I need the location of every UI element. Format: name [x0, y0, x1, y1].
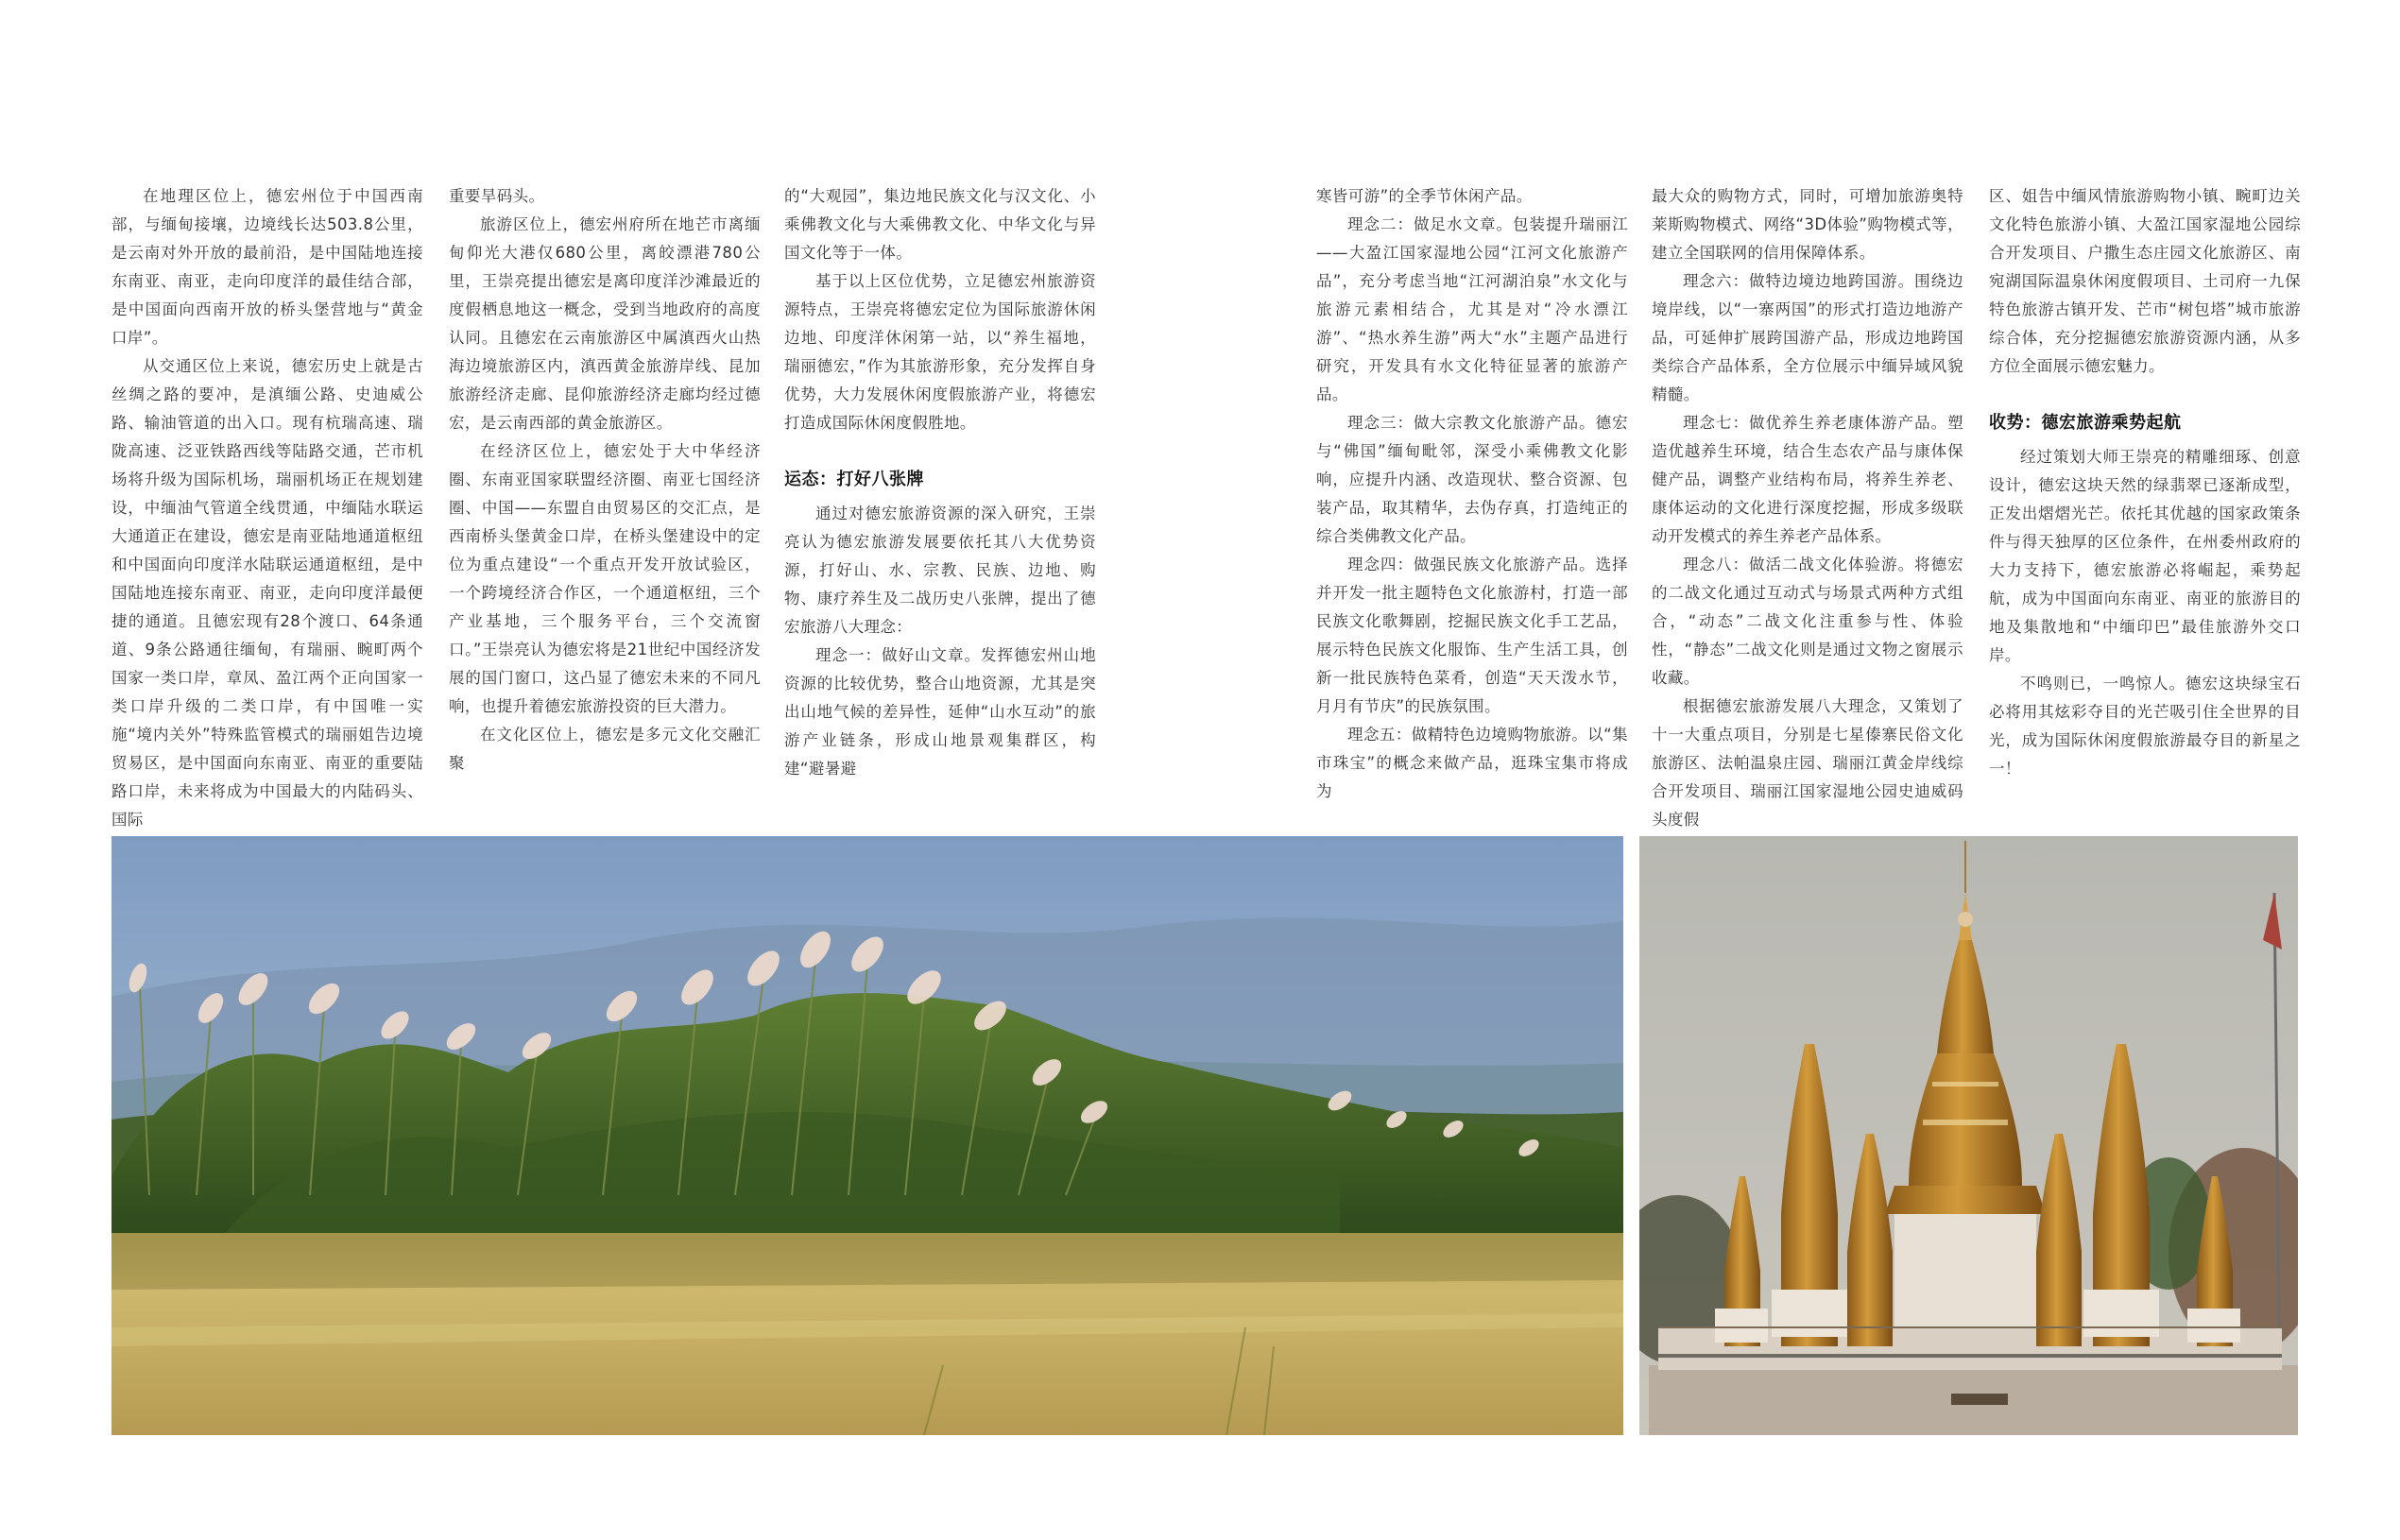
paragraph: 在经济区位上，德宏处于大中华经济圈、东南亚国家联盟经济圈、南亚七国经济圈、中国——东盟自由贸易区的交汇点，是西南桥头堡黄金口岸，在桥头堡建设中的定位为重点建设“一个重点开发开放试验区，一个跨境经济合作区，一个通道枢纽，三个产业基地，三个服务平台，三个交流窗口。”王崇亮认为德宏将是21世纪中国经济发展的国门窗口，这凸显了德宏未来的不同凡响，也提升着德宏旅游投资的巨大潜力。: [449, 442, 761, 715]
paragraph: 从交通区位上来说，德宏历史上就是古丝绸之路的要冲，是滇缅公路、史迪威公路、输油管道的出入口。现有杭瑞高速、瑞陇高速、泛亚铁路西线等陆路交通，芒市机场将升级为国际机场，瑞丽机场正在规划建设，中缅油气管道全线贯通，中缅陆水联运大通道正在建设，德宏是南亚陆地通道枢纽和中国面向印度洋水陆联运通道枢纽，是中国陆地连接东南亚、南亚，走向印度洋最便捷的通道。且德宏现有28个渡口、64条通道、9条公路通往缅甸，有瑞丽、畹町两个国家一类口岸，章凤、盈江两个正向国家一类口岸升级的二类口岸，有中国唯一实施“境内关外”特殊监管模式的瑞丽姐告边境贸易区，是中国面向东南亚、南亚的重要陆路口岸，未来将成为中国最大的内陆码头、国际: [111, 357, 423, 829]
paragraph: 的“大观园”，集边地民族文化与汉文化、小乘佛教文化与大乘佛教文化、中华文化与异国文化等于一体。: [784, 187, 1096, 262]
text-column-6: [1989, 182, 2301, 783]
paragraph: 理念八：做活二战文化体验游。将德宏的二战文化通过互动式与场景式两种方式组合，“动态”二战文化注重参与性、体验性，“静态”二战文化则是通过文物之窗展示收藏。: [1652, 556, 1963, 687]
section-heading: 收势：德宏旅游乘势起航: [1989, 413, 2182, 433]
paragraph: 理念七：做优养生养老康体游产品。塑造优越养生环境，结合生态农产品与康体保健产品，调整产业结构布局，将养生养老、康体运动的文化进行深度挖掘，形成多级联动开发模式的养生养老产品体系。: [1652, 414, 1963, 545]
text-column-5: [1652, 182, 1963, 834]
paragraph: 不鸣则已，一鸣惊人。德宏这块绿宝石必将用其炫彩夺目的光芒吸引住全世界的目光，成为国际休闲度假旅游最夺目的新星之一！: [1989, 675, 2301, 778]
pagoda-photo: [1639, 836, 2298, 1435]
paragraph: 理念六：做特边境边地跨国游。围绕边境岸线，以“一寨两国”的形式打造边地游产品，可延伸扩展跨国游产品，形成边地跨国类综合产品体系，全方位展示中缅异域风貌精髓。: [1652, 272, 1963, 403]
text-column-1: [111, 182, 423, 834]
golden-pagoda-image: [1639, 836, 2298, 1435]
paragraph: 理念五：做精特色边境购物旅游。以“集市珠宝”的概念来做产品，逛珠宝集市将成为: [1316, 726, 1628, 800]
paragraph: 区、姐告中缅风情旅游购物小镇、畹町边关文化特色旅游小镇、大盈江国家湿地公园综合开发项目、户撒生态庄园文化旅游区、南宛湖国际温泉休闲度假项目、土司府一九保特色旅游古镇开发、芒市“树包塔”城市旅游综合体，充分挖掘德宏旅游资源内涵，从多方位全面展示德宏魅力。: [1989, 187, 2301, 375]
reed-field-image: [111, 836, 1623, 1435]
text-column-3: [784, 182, 1096, 783]
paragraph: 寒皆可游”的全季节休闲产品。: [1316, 187, 1533, 205]
text-column-4: [1316, 182, 1628, 806]
text-column-2: [449, 182, 761, 778]
paragraph: 在文化区位上，德宏是多元文化交融汇聚: [449, 726, 761, 772]
paragraph: 理念四：做强民族文化旅游产品。选择并开发一批主题特色文化旅游村，打造一部民族文化歌舞剧，挖掘民族文化手工艺品，展示特色民族文化服饰、生产生活工具，创新一批民族特色菜肴，创造“天天泼水节，月月有节庆”的民族氛围。: [1316, 556, 1628, 715]
paragraph: 基于以上区位优势，立足德宏州旅游资源特点，王崇亮将德宏定位为国际旅游休闲边地、印度洋休闲第一站，以“养生福地，瑞丽德宏，”作为其旅游形象，充分发挥自身优势，大力发展休闲度假旅游产业，将德宏打造成国际休闲度假胜地。: [784, 272, 1096, 432]
section-heading: 运态：打好八张牌: [784, 470, 924, 489]
paragraph: 通过对德宏旅游资源的深入研究，王崇亮认为德宏旅游发展要依托其八大优势资源，打好山、水、宗教、民族、边地、购物、康疗养生及二战历史八张牌，提出了德宏旅游八大理念：: [784, 505, 1096, 636]
paragraph: 根据德宏旅游发展八大理念，又策划了十一大重点项目，分别是七星傣寨民俗文化旅游区、法帕温泉庄园、瑞丽江黄金岸线综合开发项目、瑞丽江国家湿地公园史迪威码头度假: [1652, 697, 1963, 829]
landscape-photo: [111, 836, 1623, 1435]
paragraph: 理念二：做足水文章。包装提升瑞丽江——大盈江国家湿地公园“江河文化旅游产品”，充分考虑当地“江河湖泊泉”水文化与旅游元素相结合，尤其是对“冷水漂江游”、“热水养生游”两大“水”主题产品进行研究，开发具有水文化特征显著的旅游产品。: [1316, 215, 1628, 403]
paragraph: 理念一：做好山文章。发挥德宏州山地资源的比较优势，整合山地资源，尤其是突出山地气候的差异性，延伸“山水互动”的旅游产业链条，形成山地景观集群区，构建“避暑避: [784, 646, 1096, 778]
paragraph: 旅游区位上，德宏州府所在地芒市离缅甸仰光大港仅680公里，离皎漂港780公里，王崇亮提出德宏是离印度洋沙滩最近的度假栖息地这一概念，受到当地政府的高度认同。且德宏在云南旅游区中属滇西火山热海边境旅游区内，滇西黄金旅游岸线、昆加旅游经济走廊、昆仰旅游经济走廊均经过德宏，是云南西部的黄金旅游区。: [449, 215, 761, 432]
paragraph: 在地理区位上，德宏州位于中国西南部，与缅甸接壤，边境线长达503.8公里，是云南对外开放的最前沿，是中国陆地连接东南亚、南亚，走向印度洋的最佳结合部，是中国面向西南开放的桥头堡营地与“黄金口岸”。: [111, 187, 423, 347]
paragraph: 重要旱码头。: [449, 187, 545, 205]
paragraph: 经过策划大师王崇亮的精雕细琢、创意设计，德宏这块天然的绿翡翠已逐渐成型，正发出熠熠光芒。依托其优越的国家政策条件与得天独厚的区位条件，在州委州政府的大力支持下，德宏旅游必将崛起，乘势起航，成为中国面向东南亚、南亚的旅游目的地及集散地和“中缅印巴”最佳旅游外交口岸。: [1989, 448, 2301, 664]
paragraph: 理念三：做大宗教文化旅游产品。德宏与“佛国”缅甸毗邻，深受小乘佛教文化影响，应提升内涵、改造现状、整合资源、包装产品，取其精华，去伪存真，打造纯正的综合类佛教文化产品。: [1316, 414, 1628, 545]
paragraph: 最大众的购物方式，同时，可增加旅游奥特莱斯购物模式、网络“3D体验”购物模式等，建立全国联网的信用保障体系。: [1652, 187, 1963, 262]
